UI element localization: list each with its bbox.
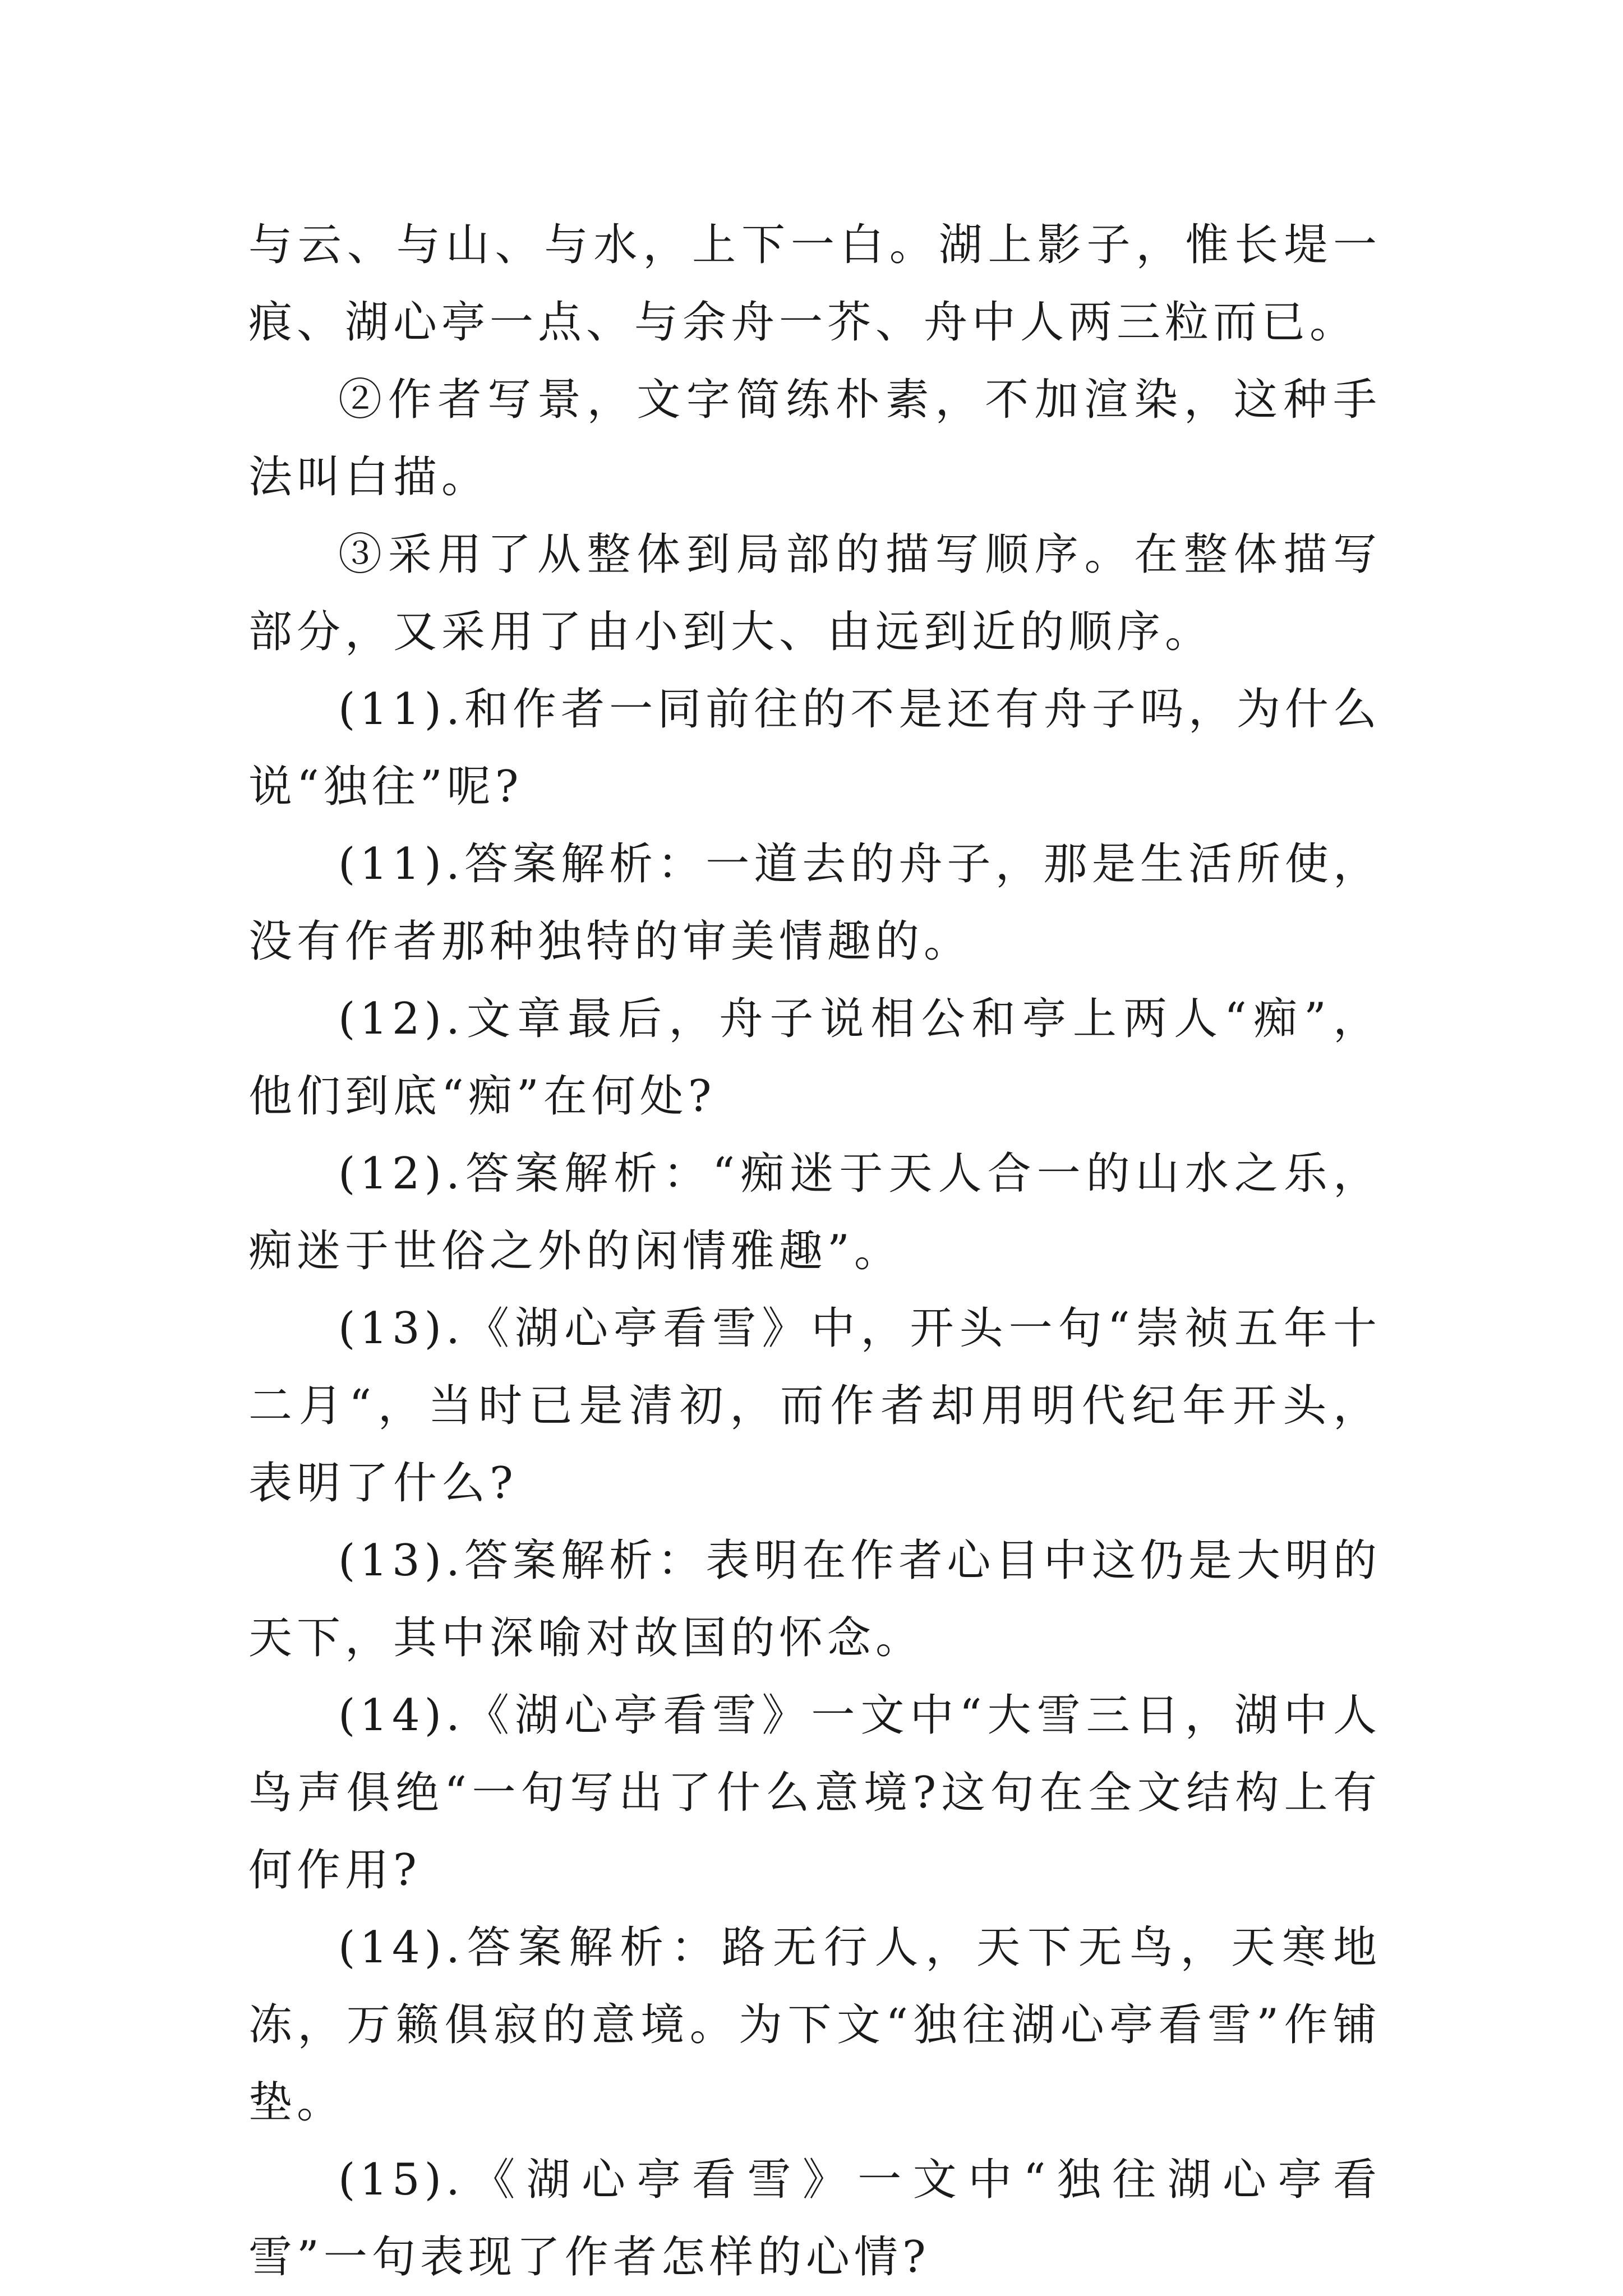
paragraph-3: ③采用了从整体到局部的描写顺序。在整体描写部分，又采用了由小到大、由远到近的顺序。 <box>248 529 1381 657</box>
question-15: (15).《湖心亭看雪》一文中“独往湖心亭看雪”一句表现了作者怎样的心情? <box>248 2155 1381 2283</box>
question-13: (13).《湖心亭看雪》中，开头一句“崇祯五年十二月“，当时已是清初，而作者却用明代纪年开头，表明了什么? <box>248 1303 1381 1509</box>
answer-14: (14).答案解析：路无行人，天下无鸟，天寒地冻，万籁俱寂的意境。为下文“独往湖心亭看雪”作铺垫。 <box>248 1922 1381 2128</box>
question-12: (12).文章最后，舟子说相公和亭上两人“痴”，他们到底“痴”在何处? <box>248 994 1381 1122</box>
question-11: (11).和作者一同前往的不是还有舟子吗，为什么说“独往”呢? <box>248 684 1381 812</box>
document-body <box>248 206 1381 2296</box>
answer-13: (13).答案解析：表明在作者心目中这仍是大明的天下，其中深喻对故国的怀念。 <box>248 1536 1381 1663</box>
answer-12: (12).答案解析：“痴迷于天人合一的山水之乐，痴迷于世俗之外的闲情雅趣”。 <box>248 1149 1381 1276</box>
paragraph-1: 与云、与山、与水，上下一白。湖上影子，惟长堤一痕、湖心亭一点、与余舟一芥、舟中人两三粒而已。 <box>248 220 1381 348</box>
paragraph-2: ②作者写景，文字简练朴素，不加渲染，这种手法叫白描。 <box>248 375 1381 502</box>
question-14: (14).《湖心亭看雪》一文中“大雪三日，湖中人鸟声俱绝“一句写出了什么意境?这句在全文结构上有何作用? <box>248 1690 1381 1896</box>
answer-11: (11).答案解析：一道去的舟子，那是生活所使，没有作者那种独特的审美情趣的。 <box>248 839 1381 967</box>
